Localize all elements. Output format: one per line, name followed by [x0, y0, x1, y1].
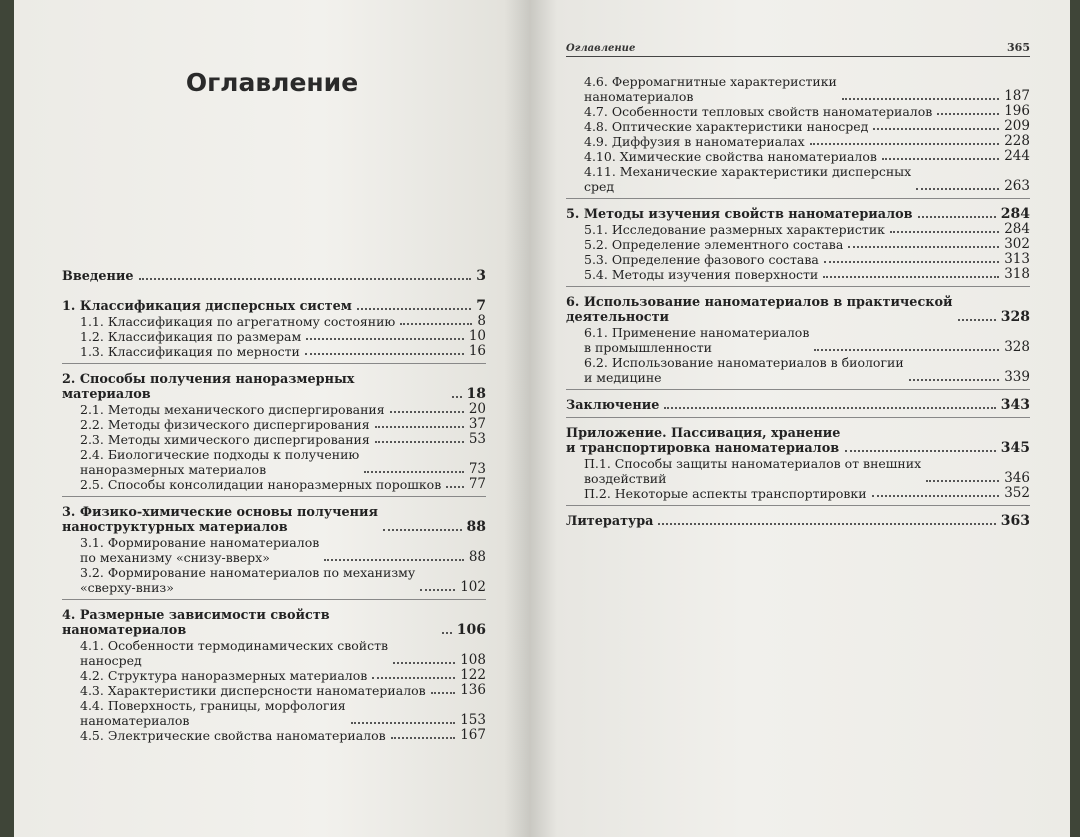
toc-section-entry: [62, 344, 486, 359]
dot-leader: [814, 349, 999, 351]
toc-section-entry: [62, 565, 486, 595]
toc-entry-page: 106: [456, 622, 486, 638]
section-divider: [62, 363, 486, 364]
toc-entry-page: 3: [476, 268, 486, 284]
toc-entry-label: 2.3. Методы химического диспергирования: [80, 432, 370, 447]
toc-entry-label: 5.3. Определение фазового состава: [584, 252, 819, 267]
toc-entry-label: 4.11. Механические характеристики дисперсных сред: [584, 164, 912, 194]
toc-section-entry: [566, 134, 1030, 149]
toc-chapter-entry: [566, 295, 1030, 325]
toc-entry-page: 88: [466, 519, 486, 535]
toc-section-entry: [566, 267, 1030, 282]
toc-entry-page: 284: [1000, 206, 1030, 222]
dot-leader: [916, 188, 999, 190]
toc-section-entry: [566, 164, 1030, 194]
toc-entry-label: 6. Использование наноматериалов в практической деятельности: [566, 295, 953, 325]
dot-leader: [873, 128, 999, 130]
dot-leader: [810, 143, 1000, 145]
dot-leader: [958, 319, 996, 321]
toc-entry-label: 6.1. Применение наноматериалов в промышленности: [584, 325, 810, 355]
toc-entry-page: 167: [460, 727, 486, 743]
toc-chapter-entry: [566, 426, 1030, 456]
toc-entry-label: 4.10. Химические свойства наноматериалов: [584, 149, 877, 164]
section-divider: [566, 505, 1030, 506]
dot-leader: [400, 323, 472, 325]
toc-entry-page: 339: [1004, 369, 1030, 385]
dot-leader: [305, 353, 464, 355]
toc-entry-label: 5. Методы изучения свойств наноматериалов: [566, 207, 913, 222]
section-divider: [566, 198, 1030, 199]
dot-leader: [937, 113, 999, 115]
toc-entry-label: 4. Размерные зависимости свойств наноматериалов: [62, 608, 330, 638]
toc-section-entry: [566, 119, 1030, 134]
toc-section-entry: [62, 402, 486, 417]
toc-section-entry: [566, 456, 1030, 486]
section-divider: [62, 599, 486, 600]
toc-entry-page: 102: [460, 579, 486, 595]
toc-chapter-entry: [62, 608, 486, 638]
toc-entry-label: Литература: [566, 514, 654, 529]
toc-section-entry: [566, 237, 1030, 252]
toc-entry-label: 5.2. Определение элементного состава: [584, 237, 844, 252]
toc-entry-page: 187: [1004, 88, 1030, 104]
toc-section-entry: [62, 477, 486, 492]
running-head-title: Оглавление: [566, 43, 636, 54]
toc-entry-label: 4.2. Структура наноразмерных материалов: [80, 668, 368, 683]
dot-leader: [139, 278, 472, 280]
toc-section-entry: [62, 329, 486, 344]
toc-section-entry: [62, 432, 486, 447]
toc-section-entry: [566, 355, 1030, 385]
toc-entry-label: 2.1. Методы механического диспергирования: [80, 402, 385, 417]
dot-leader: [442, 632, 452, 634]
toc-entry-page: 228: [1004, 133, 1030, 149]
toc-section-entry: [62, 535, 486, 565]
toc-entry-page: 136: [460, 682, 486, 698]
toc-entry-page: 88: [468, 549, 486, 565]
toc-entry-page: 346: [1004, 470, 1030, 486]
toc-entry-label: 3. Физико-химические основы получения наноструктурных материалов: [62, 505, 378, 535]
section-divider: [566, 286, 1030, 287]
spacer: [62, 284, 486, 296]
dot-leader: [383, 529, 462, 531]
toc-entry-label: Введение: [62, 269, 134, 284]
toc-entry-page: 53: [468, 431, 486, 447]
toc-entry-page: 263: [1004, 178, 1030, 194]
section-divider: [566, 417, 1030, 418]
toc-entry-page: 302: [1004, 236, 1030, 252]
dot-leader: [882, 158, 999, 160]
toc-entry-page: 209: [1004, 118, 1030, 134]
dot-leader: [890, 231, 999, 233]
dot-leader: [658, 523, 995, 525]
toc-entry-label: 1.1. Классификация по агрегатному состоянию: [80, 314, 396, 329]
toc-entry-page: 345: [1000, 440, 1030, 456]
dot-leader: [909, 379, 1000, 381]
toc-section-entry: [566, 149, 1030, 164]
right-page: [530, 0, 1070, 837]
page-number: 365: [1007, 41, 1030, 54]
dot-leader: [393, 662, 455, 664]
toc-entry-page: 10: [468, 328, 486, 344]
toc-entry-label: 1.3. Классификация по мерности: [80, 344, 300, 359]
toc-entry-label: 4.4. Поверхность, границы, морфология наноматериалов: [80, 698, 346, 728]
toc-chapter-entry: [566, 207, 1030, 222]
dot-leader: [306, 338, 464, 340]
toc-section-entry: [566, 252, 1030, 267]
left-toc-list: [62, 266, 486, 743]
toc-entry-label: 5.4. Методы изучения поверхности: [584, 267, 819, 282]
toc-entry-page: 18: [466, 386, 486, 402]
dot-leader: [872, 495, 1000, 497]
toc-entry-label: 3.1. Формирование наноматериалов по механизму «снизу-вверх»: [80, 535, 320, 565]
toc-entry-page: 244: [1004, 148, 1030, 164]
toc-title: Оглавление: [185, 68, 359, 97]
toc-entry-page: 343: [1000, 397, 1030, 413]
toc-entry-page: 16: [468, 343, 486, 359]
dot-leader: [926, 480, 999, 482]
toc-section-entry: [62, 728, 486, 743]
toc-section-entry: [62, 668, 486, 683]
toc-section-entry: [62, 417, 486, 432]
toc-entry-page: 313: [1004, 251, 1030, 267]
toc-entry-label: П.2. Некоторые аспекты транспортировки: [584, 486, 867, 501]
toc-entry-page: 77: [468, 476, 486, 492]
dot-leader: [446, 486, 464, 488]
toc-entry-label: 4.1. Особенности термодинамических свойств наносред: [80, 638, 389, 668]
toc-entry-page: 363: [1000, 513, 1030, 529]
dot-leader: [375, 426, 464, 428]
toc-entry-page: 196: [1004, 103, 1030, 119]
toc-section-entry: [566, 104, 1030, 119]
toc-entry-label: 1. Классификация дисперсных систем: [62, 299, 352, 314]
toc-section-entry: [62, 638, 486, 668]
toc-section-entry: [566, 222, 1030, 237]
toc-entry-label: 5.1. Исследование размерных характеристик: [584, 222, 885, 237]
toc-entry-page: 328: [1000, 309, 1030, 325]
section-divider: [566, 389, 1030, 390]
toc-entry-label: П.1. Способы защиты наноматериалов от внешних воздействий: [584, 456, 922, 486]
toc-entry-label: 4.9. Диффузия в наноматериалах: [584, 134, 805, 149]
toc-entry-page: 153: [460, 712, 486, 728]
dot-leader: [390, 411, 464, 413]
toc-entry-label: 4.3. Характеристики дисперсности наноматериалов: [80, 683, 426, 698]
toc-entry-page: 328: [1004, 339, 1030, 355]
dot-leader: [391, 737, 456, 739]
toc-entry-label: 2.5. Способы консолидации наноразмерных порошков: [80, 477, 442, 492]
toc-entry-page: 20: [468, 401, 486, 417]
toc-entry-label: 4.7. Особенности тепловых свойств наноматериалов: [584, 104, 933, 119]
toc-entry-page: 352: [1004, 485, 1030, 501]
dot-leader: [823, 276, 999, 278]
dot-leader: [372, 677, 455, 679]
toc-entry-page: 108: [460, 652, 486, 668]
toc-section-entry: [62, 683, 486, 698]
toc-chapter-entry: [62, 505, 486, 535]
toc-chapter-entry: [566, 398, 1030, 413]
toc-entry-label: Приложение. Пассивация, хранение и транспортировка наноматериалов: [566, 426, 841, 456]
dot-leader: [431, 692, 456, 694]
dot-leader: [848, 246, 999, 248]
toc-entry-label: Заключение: [566, 398, 660, 413]
dot-leader: [351, 722, 456, 724]
dot-leader: [375, 441, 464, 443]
dot-leader: [842, 98, 999, 100]
toc-entry-page: 7: [476, 298, 486, 314]
toc-section-entry: [566, 486, 1030, 501]
toc-entry-label: 4.5. Электрические свойства наноматериалов: [80, 728, 386, 743]
dot-leader: [664, 407, 995, 409]
left-page: [14, 0, 530, 837]
toc-entry-page: 73: [468, 461, 486, 477]
toc-chapter-entry: [566, 514, 1030, 529]
dot-leader: [357, 308, 471, 310]
toc-chapter-entry: [62, 372, 486, 402]
toc-chapter-entry: [62, 299, 486, 314]
toc-section-entry: [566, 74, 1030, 104]
toc-section-entry: [566, 325, 1030, 355]
toc-entry-label: 4.6. Ферромагнитные характеристики наноматериалов: [584, 74, 837, 104]
toc-entry-label: 2. Способы получения наноразмерных материалов: [62, 372, 355, 402]
dot-leader: [845, 450, 995, 452]
dot-leader: [364, 471, 464, 473]
running-head: [566, 38, 1030, 57]
toc-entry-label: 2.2. Методы физического диспергирования: [80, 417, 370, 432]
right-toc-list: [566, 74, 1030, 529]
section-divider: [62, 496, 486, 497]
toc-entry-page: 284: [1004, 221, 1030, 237]
toc-section-entry: [62, 314, 486, 329]
toc-entry-label: 1.2. Классификация по размерам: [80, 329, 302, 344]
dot-leader: [420, 589, 455, 591]
toc-section-entry: [62, 698, 486, 728]
toc-entry-page: 8: [477, 313, 486, 329]
toc-entry-page: 318: [1004, 266, 1030, 282]
dot-leader: [452, 396, 462, 398]
dot-leader: [918, 216, 996, 218]
toc-entry-page: 122: [460, 667, 486, 683]
toc-chapter-entry: [62, 269, 486, 284]
toc-entry-label: 4.8. Оптические характеристики наносред: [584, 119, 869, 134]
dot-leader: [324, 559, 464, 561]
toc-section-entry: [62, 447, 486, 477]
toc-entry-label: 2.4. Биологические подходы к получению наноразмерных материалов: [80, 447, 360, 477]
toc-entry-label: 3.2. Формирование наноматериалов по механизму «сверху-вниз»: [80, 565, 416, 595]
toc-entry-page: 37: [468, 416, 486, 432]
toc-entry-label: 6.2. Использование наноматериалов в биологии и медицине: [584, 355, 904, 385]
dot-leader: [824, 261, 999, 263]
